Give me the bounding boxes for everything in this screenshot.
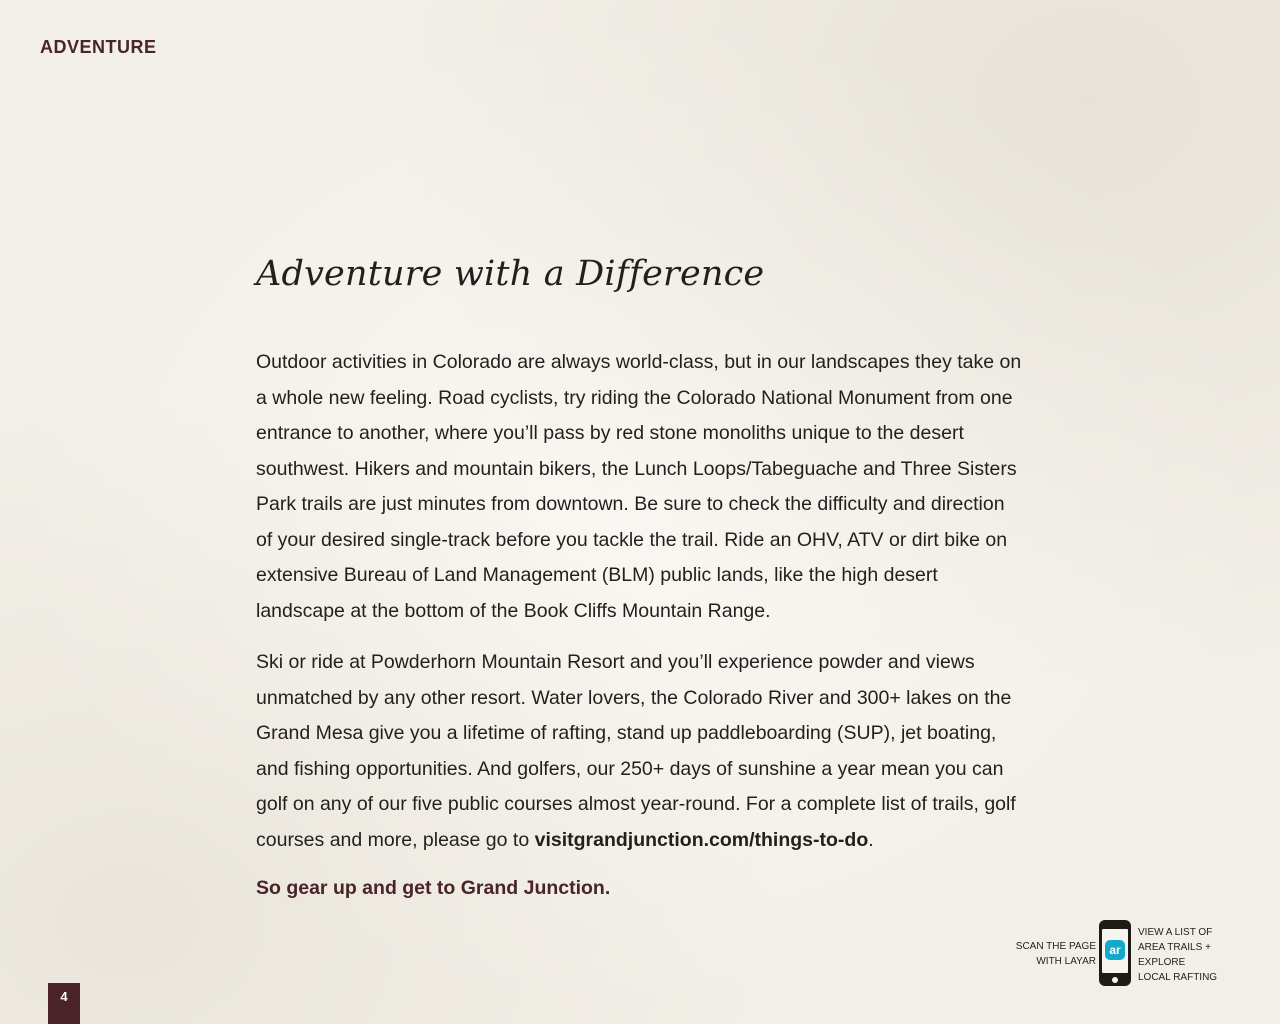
layar-callout	[1010, 919, 1220, 989]
paragraph-2-end: .	[868, 828, 874, 851]
section-label: ADVENTURE	[40, 37, 157, 57]
article	[256, 252, 1026, 903]
layar-ar-icon: ar	[1105, 940, 1125, 960]
phone-home-button	[1112, 977, 1118, 983]
things-to-do-url: visitgrandjunction.com/things-to-do	[534, 828, 869, 851]
article-title: Adventure with a Difference	[256, 254, 765, 294]
article-paragraph-2	[256, 645, 1026, 858]
article-paragraph-1: Outdoor activities in Colorado are always world-class, but in our landscapes they take on a whole new feeling. Road cyclists, try riding the Colorado National Monument from one entrance to another, where you’ll pass by red stone monoliths unique to the desert southwest. Hikers and mountain bikers, the Lunch Loops/Tabeguache and Three Sisters Park trails are just minutes from downtown. Be sure to check the difficulty and direction of your desired single-track before you tackle the trail. Ride an OHV, ATV or dirt bike on extensive Bureau of Land Management (BLM) public lands, like the high desert landscape at the bottom of the Book Cliffs Mountain Range.	[256, 351, 1022, 622]
paragraph-2-text: Ski or ride at Powderhorn Mountain Resort and you’ll experience powder and views unmatched by any other resort. Water lovers, the Colorado River and 300+ lakes on the Grand Mesa give you a lifetime of rafting, stand up paddleboarding (SUP), jet boating, and fishing opportunities. And golfers, our 250+ days of sunshine a year mean you can golf on any of our five public courses almost year-round. For a complete list of trails, golf courses and more, please go to	[256, 651, 1016, 851]
phone-screen	[1102, 929, 1128, 973]
ar-description: VIEW A LIST OF AREA TRAILS + EXPLORE LOCAL RAFTING	[1138, 927, 1218, 983]
scan-instruction: SCAN THE PAGE WITH LAYAR	[1015, 941, 1096, 967]
page-number: 4	[48, 983, 80, 1024]
closing-line: So gear up and get to Grand Junction.	[256, 877, 611, 899]
smartphone-icon	[1099, 920, 1131, 986]
